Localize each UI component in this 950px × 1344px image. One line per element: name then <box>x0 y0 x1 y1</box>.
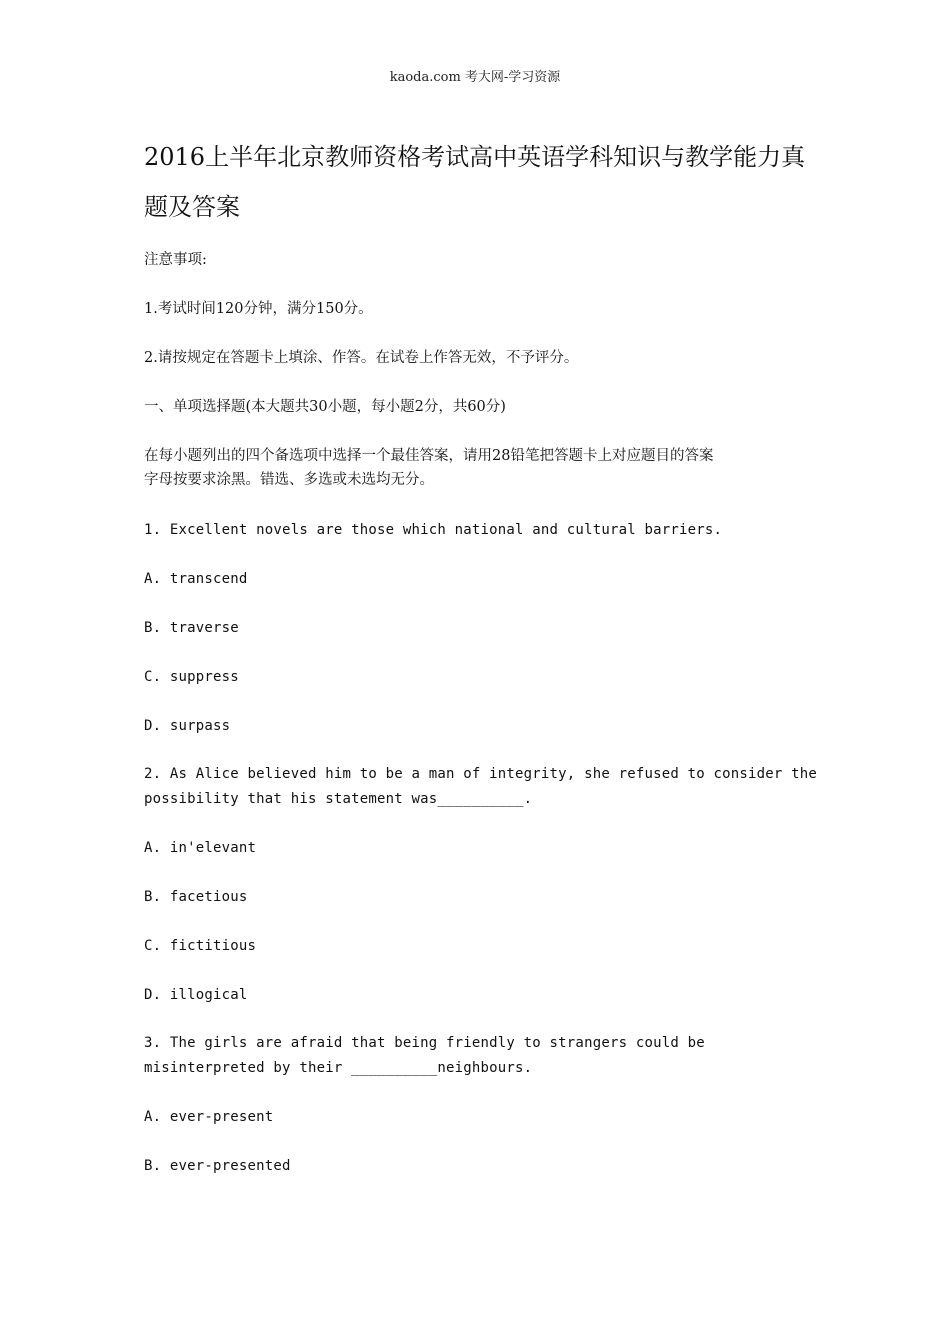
page-header: kaoda.com 考大网-学习资源 <box>389 70 561 85</box>
document-title: 2016上半年北京教师资格考试高中英语学科知识与教学能力真题及答案 <box>144 143 806 221</box>
note-item: 2.请按规定在答题卡上填涂、作答。在试卷上作答无效，不予评分。 <box>144 350 579 366</box>
question-2-option-a: A. in'elevant <box>144 840 257 856</box>
question-2-option-c: C. fictitious <box>144 938 257 954</box>
question-3-option-b: B. ever-presented <box>144 1158 291 1174</box>
question-3-option-a: A. ever-present <box>144 1109 274 1125</box>
section-instructions-line2: 字母按要求涂黑。错选、多选或未选均无分。 <box>144 472 434 488</box>
section-heading: 一、单项选择题(本大题共30小题，每小题2分，共60分) <box>144 399 506 415</box>
question-3-stem-line2: misinterpreted by their __________neighbours. <box>144 1060 533 1076</box>
question-1-stem: 1. Excellent novels are those which national and cultural barriers. <box>144 522 723 538</box>
question-2-option-d: D. illogical <box>144 987 248 1003</box>
question-3-stem-line1: 3. The girls are afraid that being friendly to strangers could be <box>144 1035 705 1051</box>
section-instructions-line1: 在每小题列出的四个备选项中选择一个最佳答案，请用28铅笔把答题卡上对应题目的答案 <box>144 448 714 464</box>
question-1-option-d: D. surpass <box>144 718 231 734</box>
question-2-stem-line2: possibility that his statement was__________. <box>144 791 533 807</box>
note-item: 1.考试时间120分钟，满分150分。 <box>144 301 373 317</box>
question-2-option-b: B. facetious <box>144 889 248 905</box>
question-2-stem-line1: 2. As Alice believed him to be a man of integrity, she refused to consider the <box>144 766 818 782</box>
question-1-option-b: B. traverse <box>144 620 239 636</box>
question-1-option-a: A. transcend <box>144 571 248 587</box>
notes-heading: 注意事项: <box>144 252 207 268</box>
question-1-option-c: C. suppress <box>144 669 239 685</box>
